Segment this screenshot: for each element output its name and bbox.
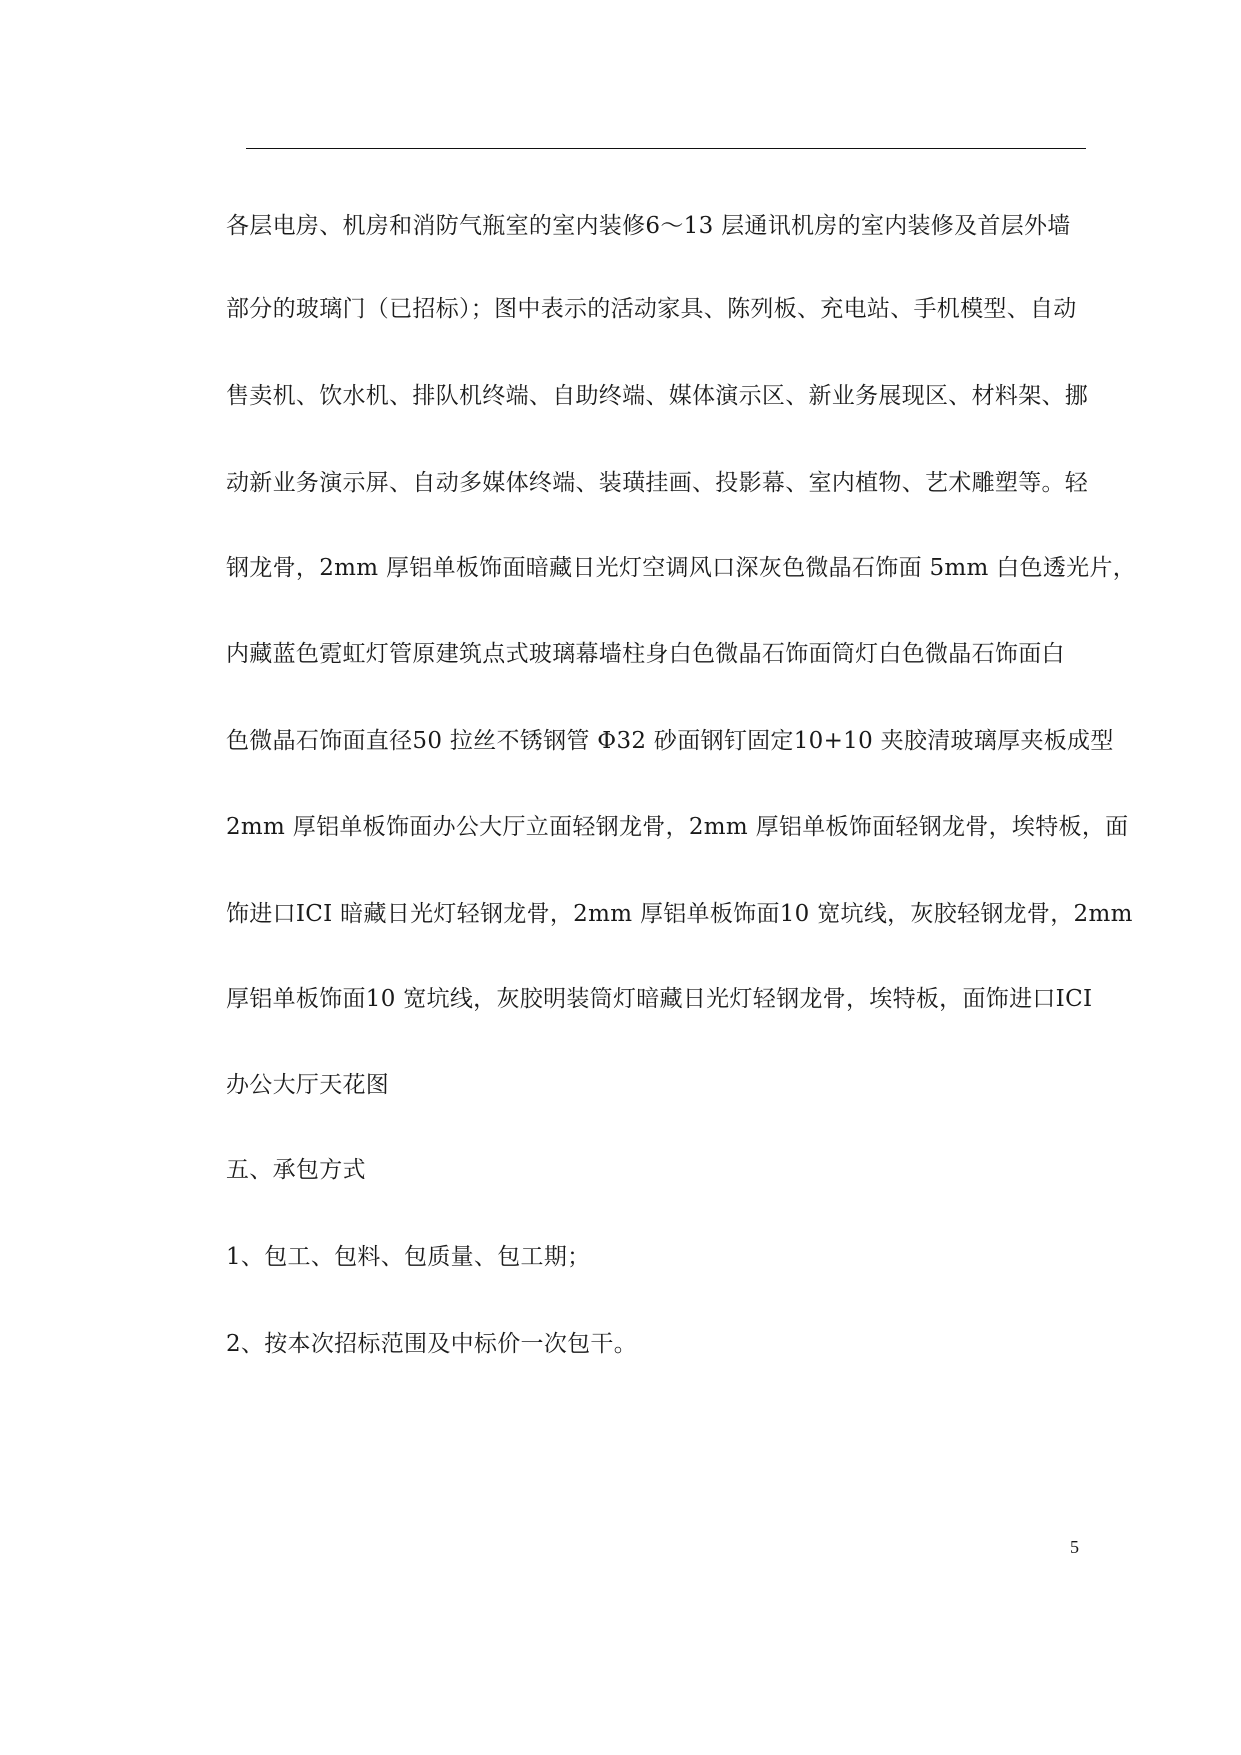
body-line: 钢龙骨，2mm 厚铝单板饰面暗藏日光灯空调风口深灰色微晶石饰面 5mm 白色透光片，	[226, 555, 1137, 581]
page-number: 5	[1070, 1537, 1079, 1557]
body-line: 各层电房、机房和消防气瓶室的室内装修6～13 层通讯机房的室内装修及首层外墙	[226, 213, 1071, 239]
body-line: 办公大厅天花图	[226, 1072, 390, 1098]
body-line: 色微晶石饰面直径50 拉丝不锈钢管 Φ32 砂面钢钉固定10+10 夹胶清玻璃厚夹板成型	[226, 728, 1114, 754]
body-line: 2mm 厚铝单板饰面办公大厅立面轻钢龙骨，2mm 厚铝单板饰面轻钢龙骨，埃特板，面	[226, 814, 1129, 840]
body-line: 内藏蓝色霓虹灯管原建筑点式玻璃幕墙柱身白色微晶石饰面筒灯白色微晶石饰面白	[226, 641, 1065, 667]
section-title: 五、承包方式	[226, 1157, 366, 1183]
body-line: 动新业务演示屏、自动多媒体终端、装璜挂画、投影幕、室内植物、艺术雕塑等。轻	[226, 470, 1089, 496]
body-line: 售卖机、饮水机、排队机终端、自助终端、媒体演示区、新业务展现区、材料架、挪	[226, 383, 1089, 409]
body-line: 部分的玻璃门（已招标）；图中表示的活动家具、陈列板、充电站、手机模型、自动	[226, 296, 1077, 322]
body-line: 饰进口ICI 暗藏日光灯轻钢龙骨，2mm 厚铝单板饰面10 宽坑线，灰胶轻钢龙骨，2mm	[226, 901, 1133, 927]
list-item: 1、包工、包料、包质量、包工期；	[226, 1244, 591, 1270]
list-item: 2、按本次招标范围及中标价一次包干。	[226, 1331, 638, 1357]
body-line: 厚铝单板饰面10 宽坑线，灰胶明装筒灯暗藏日光灯轻钢龙骨，埃特板，面饰进口ICI	[226, 986, 1093, 1012]
header-rule	[246, 148, 1086, 149]
